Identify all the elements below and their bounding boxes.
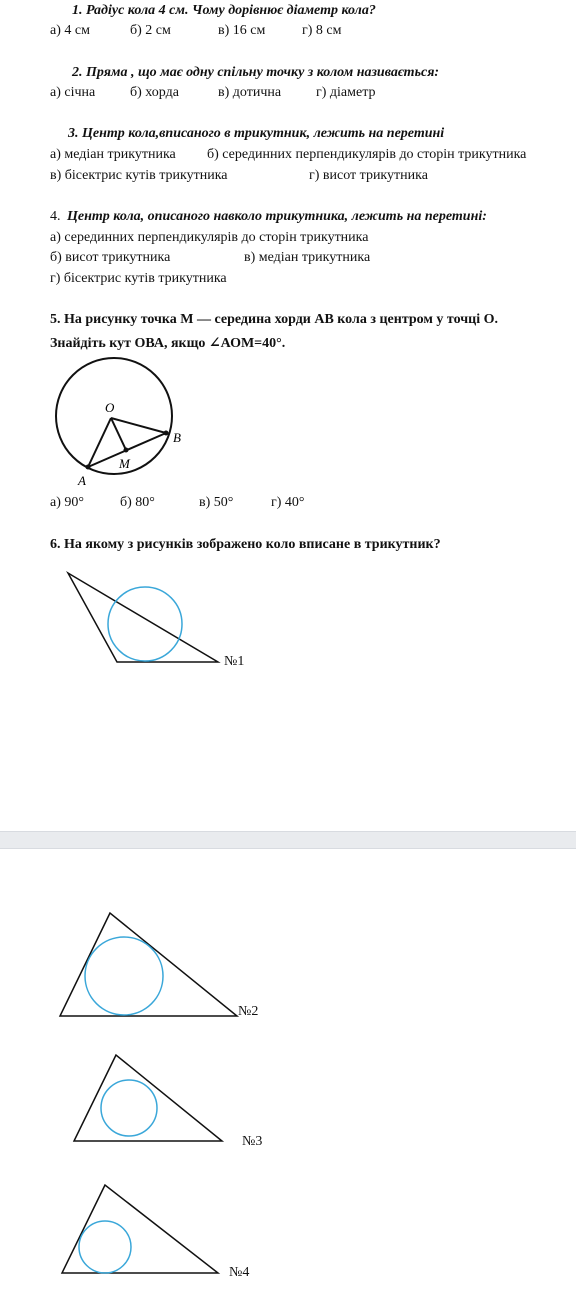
- q5-line2: Знайдіть кут ОВА, якщо ∠АОМ=40°.: [50, 336, 286, 351]
- q3-option-a: а) медіан трикутника: [50, 147, 176, 162]
- q5-option-g: г) 40°: [271, 495, 305, 510]
- q3-title: 3. Центр кола,вписаного в трикутник, лежить на перетині: [68, 126, 445, 141]
- q1-title: 1. Радіус кола 4 см. Чому дорівнює діаметр кола?: [72, 3, 376, 18]
- q2-option-v: в) дотична: [218, 85, 282, 100]
- q4-title: Центр кола, описаного навколо трикутника, лежить на перетині:: [67, 209, 487, 224]
- figure-3-label: №3: [242, 1134, 263, 1149]
- q1-option-a: а) 4 см: [50, 23, 90, 38]
- q4-option-b: б) висот трикутника: [50, 250, 171, 265]
- q4-option-g: г) бісектрис кутів трикутника: [50, 271, 227, 286]
- q4-option-v: в) медіан трикутника: [244, 250, 371, 265]
- q5-label-m: M: [119, 456, 130, 471]
- q3-option-g: г) висот трикутника: [309, 168, 428, 183]
- q1-option-g: г) 8 см: [302, 23, 342, 38]
- q5-option-a: а) 90°: [50, 495, 84, 510]
- q5-line1: 5. На рисунку точка М — середина хорди АВ кола з центром у точці О.: [50, 312, 498, 327]
- q5-label-o: O: [105, 400, 115, 415]
- figure-2-label: №2: [238, 1004, 259, 1019]
- figure-3-circle: [101, 1080, 157, 1136]
- q5-label-a: A: [78, 473, 86, 488]
- q5-option-b: б) 80°: [120, 495, 155, 510]
- q2-title: 2. Пряма , що має одну спільну точку з колом називається:: [72, 65, 440, 80]
- q4-option-a: а) серединних перпендикулярів до сторін трикутника: [50, 230, 369, 245]
- q5-label-b: B: [173, 430, 181, 445]
- q3-option-b: б) серединних перпендикулярів до сторін трикутника: [207, 147, 527, 162]
- q6-title: 6. На якому з рисунків зображено коло вписане в трикутник?: [50, 537, 441, 552]
- q2-option-a: а) січна: [50, 85, 96, 100]
- figure-4-label: №4: [229, 1265, 250, 1280]
- q4-number: 4.: [50, 209, 61, 224]
- q2-option-b: б) хорда: [130, 85, 179, 100]
- figure-1-label: №1: [224, 654, 245, 669]
- q2-option-g: г) діаметр: [316, 85, 376, 100]
- q1-option-b: б) 2 см: [130, 23, 171, 38]
- q3-option-v: в) бісектрис кутів трикутника: [50, 168, 228, 183]
- q5-option-v: в) 50°: [199, 495, 234, 510]
- figure-2-circle: [85, 937, 163, 1015]
- q1-option-v: в) 16 см: [218, 23, 266, 38]
- figure-4-circle: [79, 1221, 131, 1273]
